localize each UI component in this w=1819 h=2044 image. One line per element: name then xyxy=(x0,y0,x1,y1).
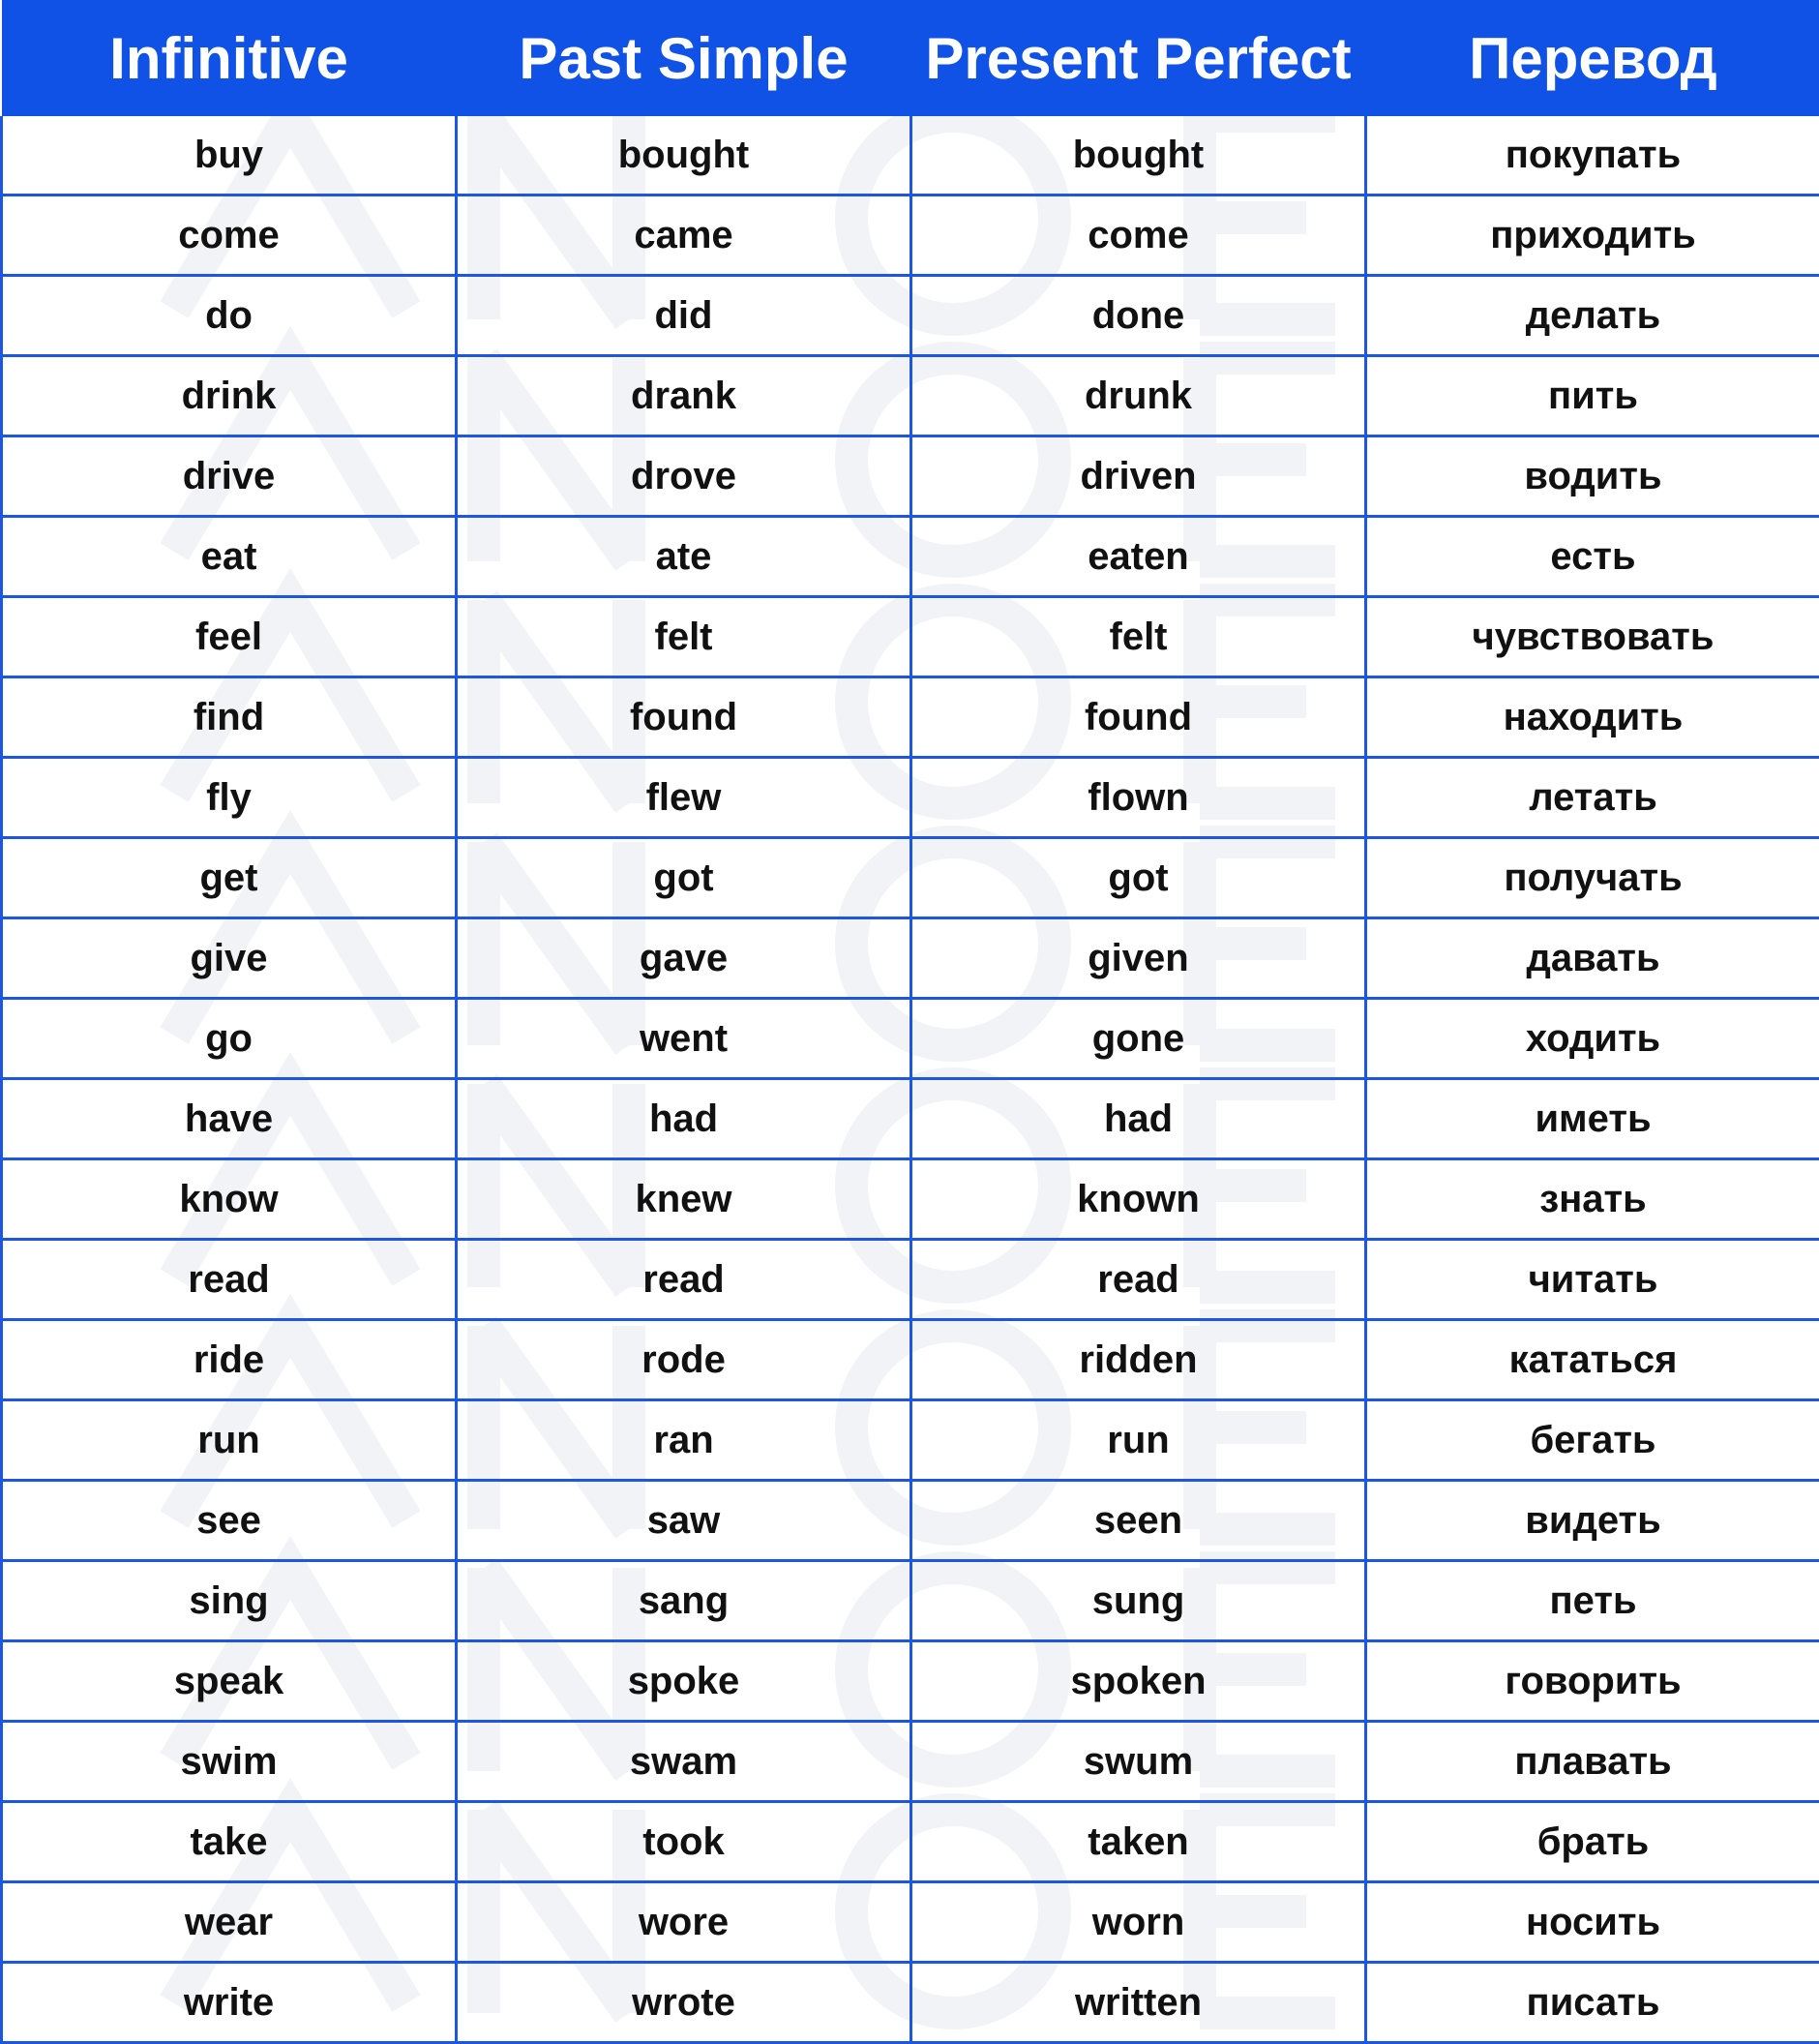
cell-past-simple: flew xyxy=(457,758,911,838)
cell-past-simple: took xyxy=(457,1802,911,1882)
cell-past-simple: wore xyxy=(457,1882,911,1963)
cell-translation: летать xyxy=(1366,758,1819,838)
table-row xyxy=(2,356,1819,436)
cell-translation: есть xyxy=(1366,517,1819,597)
cell-present-perfect: spoken xyxy=(911,1641,1366,1722)
cell-present-perfect: had xyxy=(911,1079,1366,1159)
cell-infinitive: come xyxy=(2,195,457,276)
cell-infinitive: ride xyxy=(2,1320,457,1400)
table-row xyxy=(2,999,1819,1079)
cell-infinitive: run xyxy=(2,1400,457,1481)
cell-infinitive: sing xyxy=(2,1561,457,1641)
cell-translation: писать xyxy=(1366,1963,1819,2043)
cell-translation: находить xyxy=(1366,677,1819,758)
cell-translation: носить xyxy=(1366,1882,1819,1963)
column-header-infinitive: Infinitive xyxy=(2,0,457,116)
column-header-present-perfect: Present Perfect xyxy=(911,0,1366,116)
cell-translation: бегать xyxy=(1366,1400,1819,1481)
cell-past-simple: ran xyxy=(457,1400,911,1481)
cell-translation: ходить xyxy=(1366,999,1819,1079)
cell-present-perfect: worn xyxy=(911,1882,1366,1963)
cell-infinitive: have xyxy=(2,1079,457,1159)
cell-present-perfect: flown xyxy=(911,758,1366,838)
cell-infinitive: give xyxy=(2,918,457,999)
cell-past-simple: spoke xyxy=(457,1641,911,1722)
cell-infinitive: speak xyxy=(2,1641,457,1722)
cell-past-simple: wrote xyxy=(457,1963,911,2043)
table-row xyxy=(2,1320,1819,1400)
table-body xyxy=(2,116,1819,2043)
cell-past-simple: rode xyxy=(457,1320,911,1400)
cell-past-simple: came xyxy=(457,195,911,276)
header-row xyxy=(2,0,1819,116)
table-row xyxy=(2,838,1819,918)
cell-present-perfect: found xyxy=(911,677,1366,758)
column-header-past-simple: Past Simple xyxy=(457,0,911,116)
table-row xyxy=(2,1722,1819,1802)
cell-present-perfect: run xyxy=(911,1400,1366,1481)
cell-past-simple: read xyxy=(457,1240,911,1320)
cell-past-simple: bought xyxy=(457,116,911,195)
table-row xyxy=(2,436,1819,517)
cell-present-perfect: driven xyxy=(911,436,1366,517)
cell-infinitive: drive xyxy=(2,436,457,517)
cell-translation: покупать xyxy=(1366,116,1819,195)
table-row xyxy=(2,1561,1819,1641)
cell-present-perfect: ridden xyxy=(911,1320,1366,1400)
cell-present-perfect: gone xyxy=(911,999,1366,1079)
cell-infinitive: see xyxy=(2,1481,457,1561)
cell-present-perfect: eaten xyxy=(911,517,1366,597)
table-row xyxy=(2,195,1819,276)
cell-infinitive: write xyxy=(2,1963,457,2043)
table-row xyxy=(2,1882,1819,1963)
table-row xyxy=(2,918,1819,999)
cell-present-perfect: taken xyxy=(911,1802,1366,1882)
table-row xyxy=(2,276,1819,356)
table-row xyxy=(2,677,1819,758)
table-row xyxy=(2,758,1819,838)
cell-present-perfect: done xyxy=(911,276,1366,356)
cell-translation: петь xyxy=(1366,1561,1819,1641)
cell-past-simple: did xyxy=(457,276,911,356)
cell-present-perfect: come xyxy=(911,195,1366,276)
table-row xyxy=(2,517,1819,597)
cell-infinitive: wear xyxy=(2,1882,457,1963)
cell-present-perfect: got xyxy=(911,838,1366,918)
table-row xyxy=(2,1159,1819,1240)
cell-infinitive: do xyxy=(2,276,457,356)
cell-translation: чувствовать xyxy=(1366,597,1819,677)
cell-past-simple: went xyxy=(457,999,911,1079)
cell-translation: водить xyxy=(1366,436,1819,517)
cell-translation: пить xyxy=(1366,356,1819,436)
cell-present-perfect: swum xyxy=(911,1722,1366,1802)
cell-infinitive: take xyxy=(2,1802,457,1882)
table-row xyxy=(2,597,1819,677)
table-row xyxy=(2,1481,1819,1561)
cell-infinitive: fly xyxy=(2,758,457,838)
cell-past-simple: gave xyxy=(457,918,911,999)
cell-infinitive: get xyxy=(2,838,457,918)
table-row xyxy=(2,116,1819,195)
table-row xyxy=(2,1641,1819,1722)
table-row xyxy=(2,1079,1819,1159)
cell-past-simple: swam xyxy=(457,1722,911,1802)
cell-past-simple: saw xyxy=(457,1481,911,1561)
cell-infinitive: eat xyxy=(2,517,457,597)
cell-translation: делать xyxy=(1366,276,1819,356)
cell-translation: читать xyxy=(1366,1240,1819,1320)
cell-present-perfect: seen xyxy=(911,1481,1366,1561)
cell-present-perfect: bought xyxy=(911,116,1366,195)
cell-infinitive: swim xyxy=(2,1722,457,1802)
cell-translation: кататься xyxy=(1366,1320,1819,1400)
cell-present-perfect: given xyxy=(911,918,1366,999)
cell-present-perfect: known xyxy=(911,1159,1366,1240)
cell-past-simple: ate xyxy=(457,517,911,597)
cell-present-perfect: read xyxy=(911,1240,1366,1320)
cell-present-perfect: sung xyxy=(911,1561,1366,1641)
column-header-translation: Перевод xyxy=(1366,0,1819,116)
cell-translation: плавать xyxy=(1366,1722,1819,1802)
cell-past-simple: sang xyxy=(457,1561,911,1641)
cell-past-simple: found xyxy=(457,677,911,758)
cell-present-perfect: written xyxy=(911,1963,1366,2043)
cell-translation: иметь xyxy=(1366,1079,1819,1159)
table-row xyxy=(2,1802,1819,1882)
cell-translation: брать xyxy=(1366,1802,1819,1882)
cell-past-simple: drank xyxy=(457,356,911,436)
table-row xyxy=(2,1400,1819,1481)
cell-translation: приходить xyxy=(1366,195,1819,276)
cell-translation: говорить xyxy=(1366,1641,1819,1722)
cell-translation: видеть xyxy=(1366,1481,1819,1561)
cell-translation: давать xyxy=(1366,918,1819,999)
cell-translation: знать xyxy=(1366,1159,1819,1240)
cell-translation: получать xyxy=(1366,838,1819,918)
cell-past-simple: had xyxy=(457,1079,911,1159)
cell-infinitive: buy xyxy=(2,116,457,195)
cell-infinitive: find xyxy=(2,677,457,758)
cell-past-simple: felt xyxy=(457,597,911,677)
cell-infinitive: go xyxy=(2,999,457,1079)
table-header xyxy=(2,0,1819,116)
cell-past-simple: knew xyxy=(457,1159,911,1240)
table-row xyxy=(2,1240,1819,1320)
cell-infinitive: drink xyxy=(2,356,457,436)
cell-past-simple: got xyxy=(457,838,911,918)
cell-infinitive: know xyxy=(2,1159,457,1240)
cell-infinitive: read xyxy=(2,1240,457,1320)
cell-infinitive: feel xyxy=(2,597,457,677)
table-row xyxy=(2,1963,1819,2043)
cell-present-perfect: felt xyxy=(911,597,1366,677)
cell-present-perfect: drunk xyxy=(911,356,1366,436)
cell-past-simple: drove xyxy=(457,436,911,517)
